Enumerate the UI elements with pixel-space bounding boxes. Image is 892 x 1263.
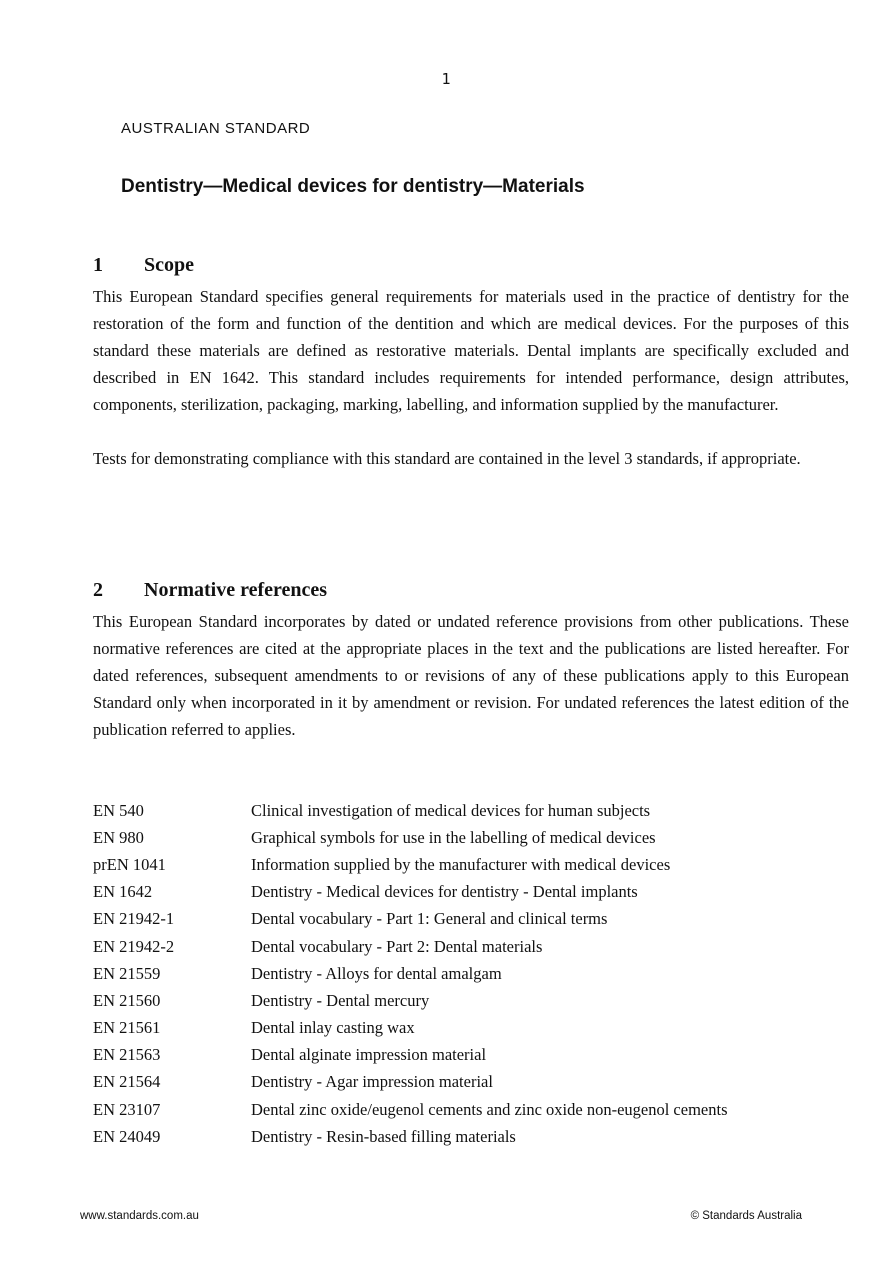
reference-code: EN 21560 [93, 990, 161, 1010]
reference-title: Dental vocabulary - Part 2: Dental materials [251, 936, 543, 956]
reference-row [93, 1042, 728, 1069]
references-table [93, 797, 728, 1150]
reference-code: EN 980 [93, 827, 144, 847]
reference-code: EN 21942-2 [93, 936, 175, 956]
section-title: Normative references [144, 579, 328, 601]
reference-code: EN 21564 [93, 1072, 161, 1092]
scope-paragraph-tests: Tests for demonstrating compliance with this standard are contained in the level 3 standards, if appropriate. [93, 449, 801, 468]
standard-label: AUSTRALIAN STANDARD [121, 120, 311, 137]
reference-code: EN 540 [93, 800, 144, 820]
reference-title: Dentistry - Medical devices for dentistry - Dental implants [251, 882, 638, 902]
reference-code: prEN 1041 [93, 854, 166, 874]
scope-paragraph: This European Standard specifies general requirements for materials used in the practice of dentistry for the restoration of the form and function of the dentition and which are medical devices. For the purposes of this standard these materials are defined as restorative materials. Dental implants are specifically excluded and described in EN 1642. This standard includes requirements for intended performance, design attributes, components, sterilization, packaging, marking, labelling, and information supplied by the manufacturer. [93, 287, 849, 414]
reference-title: Dentistry - Agar impression material [251, 1072, 493, 1092]
reference-code: EN 21561 [93, 1018, 161, 1038]
reference-code: EN 24049 [93, 1126, 161, 1146]
reference-code: EN 1642 [93, 882, 153, 902]
reference-row [93, 824, 728, 851]
reference-title: Clinical investigation of medical devices for human subjects [251, 800, 651, 820]
reference-code: EN 21942-1 [93, 909, 175, 929]
page-number: 1 [441, 70, 451, 88]
reference-title: Dentistry - Dental mercury [251, 990, 430, 1010]
reference-title: Graphical symbols for use in the labelling of medical devices [251, 827, 656, 847]
reference-row [93, 1015, 728, 1042]
reference-code: EN 21559 [93, 963, 161, 983]
reference-row [93, 797, 728, 824]
reference-title: Dental inlay casting wax [251, 1018, 415, 1038]
section-number: 2 [93, 579, 103, 601]
reference-row [93, 933, 728, 960]
reference-row [93, 906, 728, 933]
normative-paragraph: This European Standard incorporates by dated or undated reference provisions from other publications. These normative references are cited at the appropriate places in the text and the publications are listed hereafter. For dated references, subsequent amendments to or revisions of any of these publications apply to this European Standard only when incorporated in it by amendment or revision. For undated references the latest edition of the publication referred to applies. [93, 612, 849, 739]
footer-copyright: © Standards Australia [690, 1210, 802, 1222]
reference-row [93, 987, 728, 1014]
reference-code: EN 21563 [93, 1045, 161, 1065]
reference-row [93, 879, 728, 906]
reference-row [93, 960, 728, 987]
section-scope [93, 254, 849, 472]
reference-title: Dental zinc oxide/eugenol cements and zinc oxide non-eugenol cements [251, 1099, 728, 1119]
reference-row [93, 1096, 728, 1123]
footer-website: www.standards.com.au [80, 1210, 199, 1222]
section-heading-scope [93, 254, 849, 277]
reference-title: Dental alginate impression material [251, 1045, 487, 1065]
reference-title: Information supplied by the manufacturer with medical devices [251, 854, 671, 874]
reference-title: Dental vocabulary - Part 1: General and clinical terms [251, 909, 608, 929]
section-heading-normative [93, 579, 849, 602]
reference-row [93, 851, 728, 878]
section-normative-references [93, 579, 849, 743]
reference-title: Dentistry - Resin-based filling materials [251, 1126, 516, 1146]
reference-row [93, 1123, 728, 1150]
reference-row [93, 1069, 728, 1096]
reference-code: EN 23107 [93, 1099, 161, 1119]
section-title: Scope [144, 254, 194, 276]
document-title: Dentistry—Medical devices for dentistry—Materials [121, 176, 585, 197]
reference-title: Dentistry - Alloys for dental amalgam [251, 963, 502, 983]
section-number: 1 [93, 254, 103, 276]
